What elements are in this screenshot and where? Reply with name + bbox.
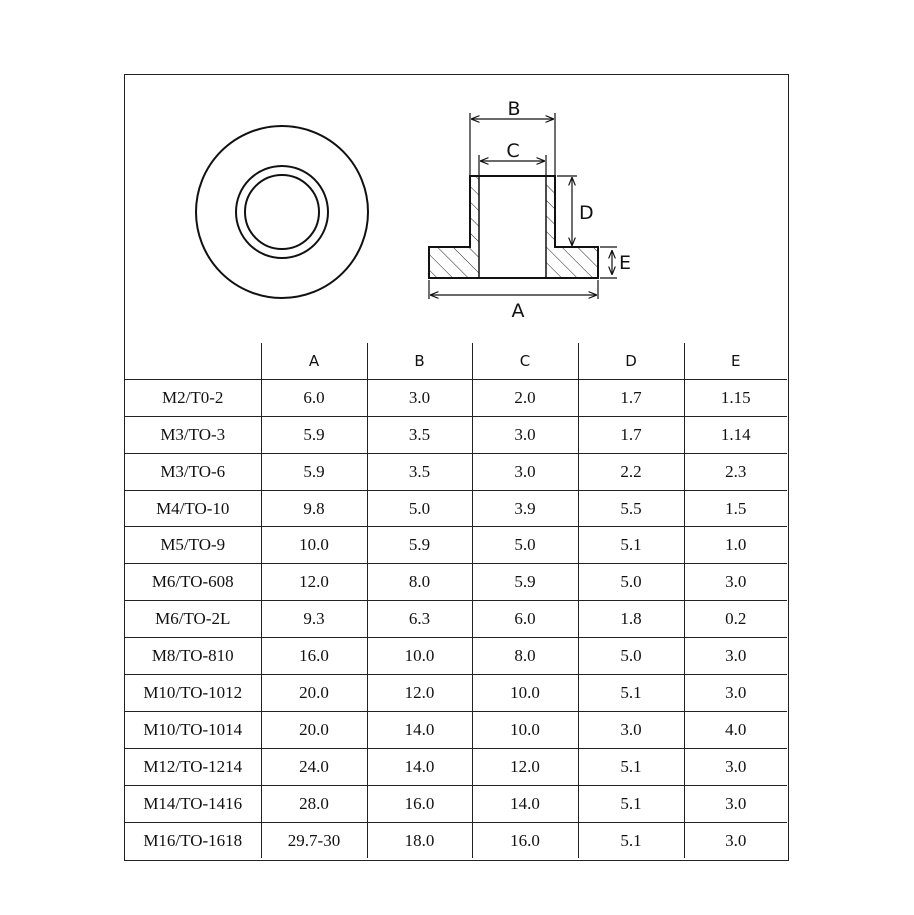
bore-circle	[245, 175, 319, 249]
model-cell: M8/TO-810	[125, 638, 261, 675]
table-row	[125, 675, 787, 712]
dimension-cell: 16.0	[472, 822, 578, 858]
table-row	[125, 711, 787, 748]
sleeve-outer-circle	[236, 166, 328, 258]
model-cell: M5/TO-9	[125, 527, 261, 564]
header-cell: E	[684, 343, 787, 379]
dimension-cell: 5.1	[578, 748, 684, 785]
dimension-cell: 12.0	[261, 564, 367, 601]
model-cell: M3/TO-3	[125, 416, 261, 453]
dimension-cell: 1.5	[684, 490, 787, 527]
dimension-cell: 3.0	[367, 379, 472, 416]
dimension-cell: 3.0	[684, 675, 787, 712]
dimension-e-label: E	[619, 252, 632, 274]
dimension-cell: 3.0	[578, 711, 684, 748]
dimension-cell: 10.0	[367, 638, 472, 675]
dimension-cell: 28.0	[261, 785, 367, 822]
dimension-cell: 1.0	[684, 527, 787, 564]
dimension-cell: 6.0	[261, 379, 367, 416]
dimension-cell: 1.14	[684, 416, 787, 453]
dimension-cell: 8.0	[472, 638, 578, 675]
table-row	[125, 490, 787, 527]
dimension-cell: 5.1	[578, 785, 684, 822]
dimension-cell: 16.0	[367, 785, 472, 822]
dimension-cell: 5.5	[578, 490, 684, 527]
dimension-cell: 3.0	[684, 748, 787, 785]
model-cell: M6/TO-608	[125, 564, 261, 601]
header-cell: A	[261, 343, 367, 379]
dimension-cell: 1.15	[684, 379, 787, 416]
dimension-cell: 0.2	[684, 601, 787, 638]
dimension-cell: 6.0	[472, 601, 578, 638]
dimension-cell: 9.8	[261, 490, 367, 527]
dimension-cell: 5.1	[578, 822, 684, 858]
table-row	[125, 601, 787, 638]
dimension-cell: 5.1	[578, 675, 684, 712]
left-sleeve-hatch	[470, 176, 479, 247]
dimension-cell: 16.0	[261, 638, 367, 675]
right-flange-hatch	[546, 247, 598, 278]
dimension-cell: 14.0	[367, 711, 472, 748]
table-row	[125, 822, 787, 858]
model-cell: M4/TO-10	[125, 490, 261, 527]
dimension-cell: 3.0	[472, 416, 578, 453]
dimension-cell: 5.0	[472, 527, 578, 564]
model-cell: M2/T0-2	[125, 379, 261, 416]
model-cell: M10/TO-1014	[125, 711, 261, 748]
dimension-cell: 5.1	[578, 527, 684, 564]
model-cell: M16/TO-1618	[125, 822, 261, 858]
dimension-cell: 1.8	[578, 601, 684, 638]
dimension-cell: 3.0	[684, 564, 787, 601]
dimension-d-label: D	[579, 202, 594, 224]
technical-drawing	[125, 75, 790, 343]
table-body	[125, 379, 787, 858]
dimension-table	[125, 343, 787, 858]
table-row	[125, 527, 787, 564]
dimension-cell: 12.0	[472, 748, 578, 785]
dimension-cell: 6.3	[367, 601, 472, 638]
dimension-cell: 3.0	[684, 822, 787, 858]
dimension-cell: 18.0	[367, 822, 472, 858]
dimension-cell: 5.0	[578, 564, 684, 601]
dimension-cell: 5.0	[578, 638, 684, 675]
dimension-cell: 29.7-30	[261, 822, 367, 858]
dimension-cell: 5.9	[367, 527, 472, 564]
dimension-cell: 10.0	[261, 527, 367, 564]
dimension-cell: 1.7	[578, 416, 684, 453]
dimension-cell: 3.0	[684, 638, 787, 675]
drawing-canvas	[125, 75, 790, 343]
dimension-cell: 1.7	[578, 379, 684, 416]
dimension-cell: 20.0	[261, 711, 367, 748]
dimension-cell: 3.0	[472, 453, 578, 490]
dimension-cell: 14.0	[367, 748, 472, 785]
header-cell-blank	[125, 343, 261, 379]
table-row	[125, 748, 787, 785]
model-cell: M10/TO-1012	[125, 675, 261, 712]
dimension-cell: 20.0	[261, 675, 367, 712]
table-row	[125, 638, 787, 675]
table-row	[125, 379, 787, 416]
header-cell: B	[367, 343, 472, 379]
dimension-cell: 2.3	[684, 453, 787, 490]
model-cell: M3/TO-6	[125, 453, 261, 490]
dimension-cell: 3.5	[367, 453, 472, 490]
spec-sheet-frame	[124, 74, 789, 861]
dimension-c-label: C	[506, 140, 520, 162]
dimension-b-label: B	[507, 98, 521, 120]
dimension-a-label: A	[511, 300, 525, 322]
table-row	[125, 453, 787, 490]
dimension-cell: 10.0	[472, 711, 578, 748]
flange-outer-circle	[196, 126, 368, 298]
table-row	[125, 785, 787, 822]
model-cell: M6/TO-2L	[125, 601, 261, 638]
top-view	[196, 126, 368, 298]
table-header-row	[125, 343, 787, 379]
table-row	[125, 564, 787, 601]
right-sleeve-hatch	[546, 176, 555, 247]
dimension-cell: 5.0	[367, 490, 472, 527]
header-cell: C	[472, 343, 578, 379]
dimension-cell: 3.9	[472, 490, 578, 527]
dimension-cell: 5.9	[261, 416, 367, 453]
dimension-cell: 9.3	[261, 601, 367, 638]
dimension-cell: 10.0	[472, 675, 578, 712]
dimension-cell: 12.0	[367, 675, 472, 712]
dimension-cell: 8.0	[367, 564, 472, 601]
dimension-cell: 14.0	[472, 785, 578, 822]
dimension-cell: 2.0	[472, 379, 578, 416]
header-cell: D	[578, 343, 684, 379]
dimension-cell: 4.0	[684, 711, 787, 748]
model-cell: M12/TO-1214	[125, 748, 261, 785]
dimension-cell: 3.0	[684, 785, 787, 822]
left-flange-hatch	[429, 247, 479, 278]
dimension-cell: 5.9	[472, 564, 578, 601]
section-view	[429, 176, 598, 278]
model-cell: M14/TO-1416	[125, 785, 261, 822]
table-row	[125, 416, 787, 453]
dimension-cell: 5.9	[261, 453, 367, 490]
dimension-cell: 24.0	[261, 748, 367, 785]
dimension-cell: 3.5	[367, 416, 472, 453]
dimension-cell: 2.2	[578, 453, 684, 490]
